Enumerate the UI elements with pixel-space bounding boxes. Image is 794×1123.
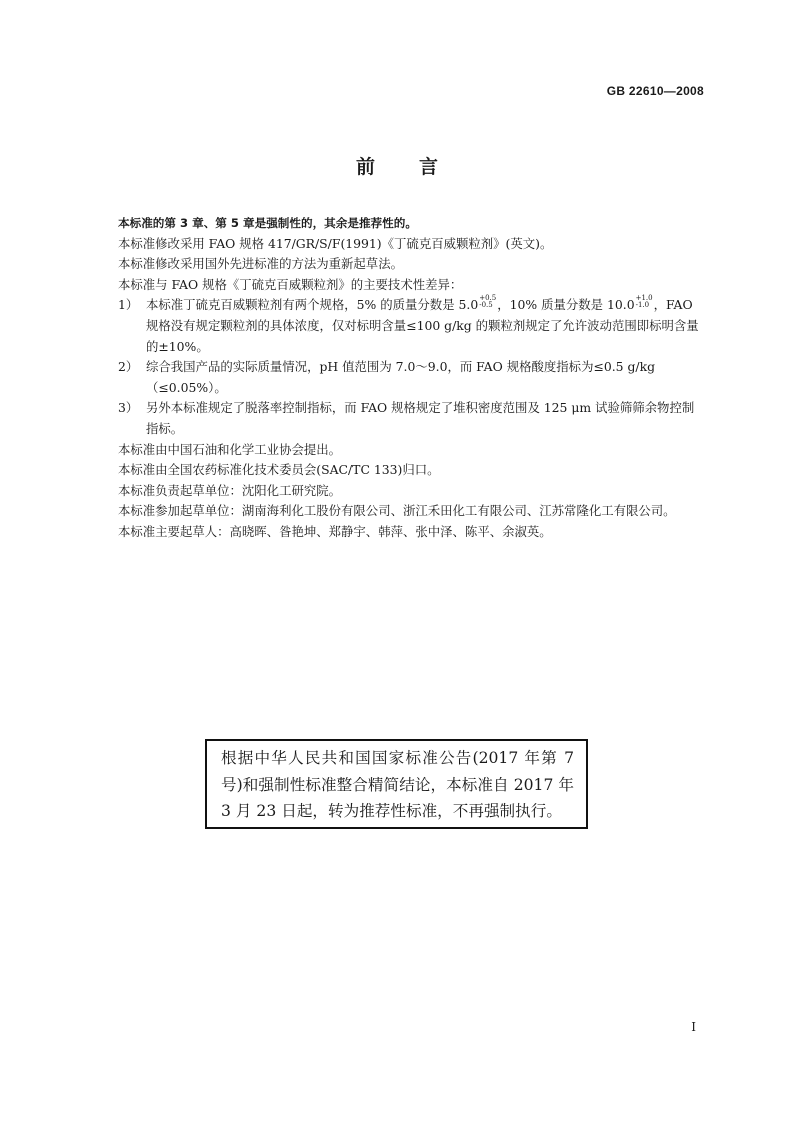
notice-box: 根据中华人民共和国国家标准公告(2017 年第 7 号)和强制性标准整合精简结论，本标准自 2017 年 3 月 23 日起，转为推荐性标准，不再强制执行。 [205, 739, 588, 829]
differences-intro: 本标准与 FAO 规格《丁硫克百威颗粒剂》的主要技术性差异： [118, 276, 463, 292]
item-text-part: ，10% 质量分数是 10.0 [497, 297, 635, 313]
tolerance: +1.0 -1.0 [635, 294, 653, 310]
method-paragraph: 本标准修改采用国外先进标准的方法为重新起草法。 [118, 256, 403, 272]
standard-code: GB 22610—2008 [606, 84, 704, 98]
item-number: 1） [118, 297, 139, 313]
difference-item [90, 398, 704, 439]
item-text: 综合我国产品的实际质量情况，pH 值范围为 7.0～9.0，而 FAO 规格酸度指标为≤0.5 g/kg（≤0.05%）。 [146, 359, 656, 395]
difference-item [90, 295, 704, 357]
adoption-paragraph: 本标准修改采用 FAO 规格 417/GR/S/F(1991)《丁硫克百威颗粒剂》(英文)。 [118, 235, 553, 251]
item-number: 3） [118, 400, 139, 416]
participating-units: 本标准参加起草单位：湖南海利化工股份有限公司、浙江禾田化工有限公司、江苏常隆化工有限公司。 [118, 503, 676, 519]
page-number: I [691, 1020, 696, 1034]
item-number: 2） [118, 359, 139, 375]
foreword-body [90, 213, 704, 543]
proposed-by: 本标准由中国石油和化学工业协会提出。 [118, 441, 342, 457]
item-text-part: 本标准丁硫克百威颗粒剂有两个规格，5% 的质量分数是 5.0 [146, 297, 479, 313]
difference-item [90, 357, 704, 398]
item-text: 另外本标准规定了脱落率控制指标，而 FAO 规格规定了堆积密度范围及 125 μm 试验筛筛余物控制指标。 [146, 400, 695, 436]
drafters: 本标准主要起草人：高晓晖、昝艳坤、郑静宇、韩萍、张中泽、陈平、余淑英。 [118, 523, 552, 539]
item-text-part: ，FAO 规格没有规定颗粒剂的具体浓度，仅对标明含量≤100 g/kg 的颗粒剂规定了允许波动范围即标明含量的±10%。 [146, 297, 699, 354]
tolerance: +0.5 -0.5 [479, 294, 497, 310]
drafting-unit: 本标准负责起草单位：沈阳化工研究院。 [118, 482, 342, 498]
page-title: 前言 [355, 156, 482, 178]
mandatory-note: 本标准的第 3 章、第 5 章是强制性的，其余是推荐性的。 [118, 216, 417, 230]
managed-by: 本标准由全国农药标准化技术委员会(SAC/TC 133)归口。 [118, 462, 440, 478]
